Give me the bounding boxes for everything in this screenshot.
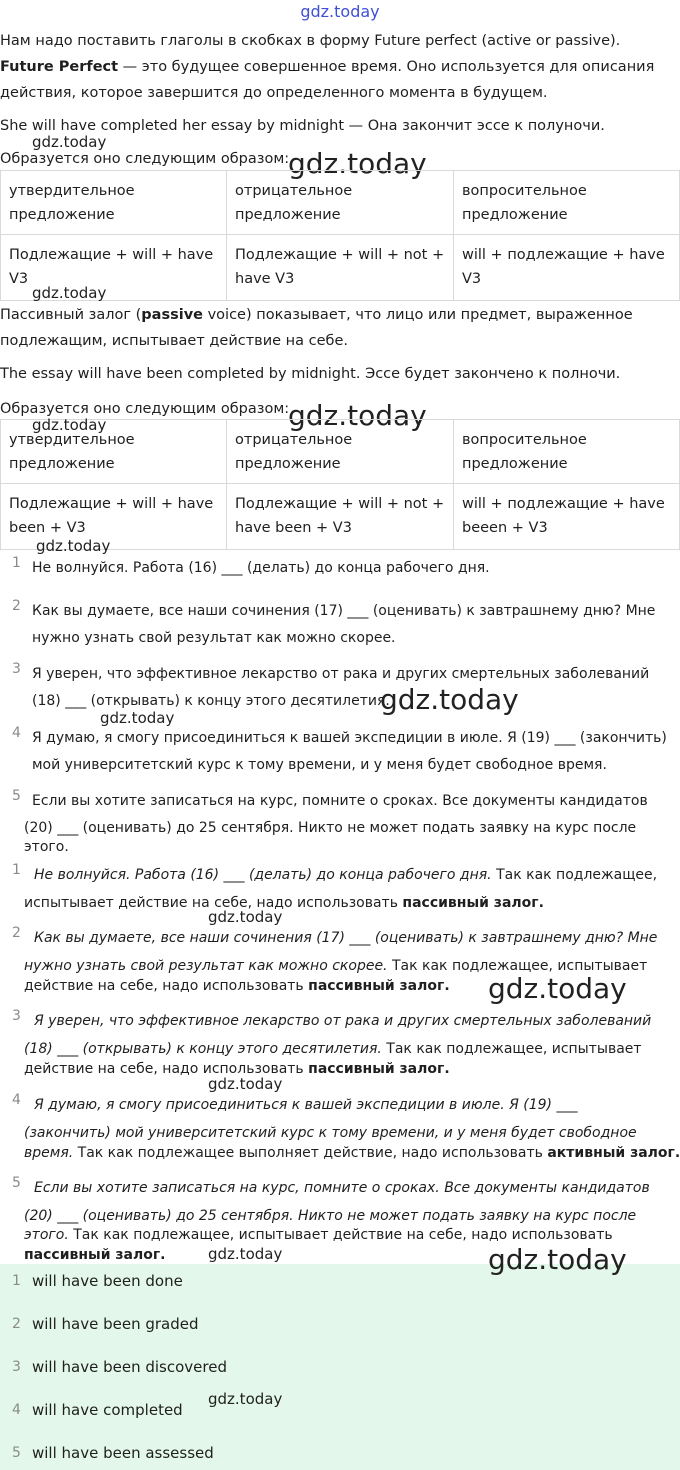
explanation-text — [34, 1092, 577, 1118]
explanation-number: 2 — [12, 925, 21, 941]
passive-text: voice) показывает, что лицо или предмет, выраженное — [202, 307, 633, 323]
explanation-number: 4 — [12, 1092, 21, 1108]
explanation-text — [34, 1175, 650, 1201]
task-quote: Я уверен, что эффективное лекарство от рака и других смертельных заболеваний — [34, 1013, 652, 1029]
voice-label: пассивный залог. — [402, 895, 544, 911]
answer-text: will have completed — [32, 1401, 183, 1419]
task-quote: (18) ___ (открывать) к концу этого десятилетия. — [24, 1041, 382, 1057]
answer-text: will have been done — [32, 1272, 183, 1290]
task-quote: этого. — [24, 1227, 69, 1243]
fp-def-text: — это будущее совершенное время. Оно используется для описания — [118, 59, 655, 75]
answer-text: will have been discovered — [32, 1358, 227, 1376]
watermark: gdz.today — [208, 1245, 283, 1263]
answer-number: 3 — [12, 1359, 21, 1375]
explanation-note: испытывает действие на себе, надо использовать — [24, 895, 403, 911]
formula-table-passive — [0, 419, 680, 550]
explanation-text — [24, 1140, 680, 1166]
table-cell: Подлежащие + will + have been + V3 — [1, 484, 227, 550]
explanation-number: 1 — [12, 862, 21, 878]
passive-text: Пассивный залог ( — [0, 307, 142, 323]
formed-label-2: Образуется оно следующим образом: — [0, 401, 290, 417]
formed-label-1: Образуется оно следующим образом: — [0, 151, 290, 167]
task-quote: (закончить) мой университетский курс к тому времени, и у меня будет свободное — [24, 1125, 637, 1141]
task-number: 5 — [12, 788, 21, 804]
intro-line: Нам надо поставить глаголы в скобках в форму Future perfect (active or passive). — [0, 33, 621, 49]
task-text: (20) ___ (оценивать) до 25 сентября. Никто не может подать заявку на курс после — [24, 820, 637, 836]
watermark: gdz.today — [100, 709, 175, 727]
task-number: 2 — [12, 598, 21, 614]
task-quote: (20) ___ (оценивать) до 25 сентября. Никто не может подать заявку на курс после — [24, 1208, 637, 1224]
task-text: Я уверен, что эффективное лекарство от рака и других смертельных заболеваний — [32, 666, 650, 682]
top-watermark: gdz.today — [300, 2, 380, 21]
formula-table-active — [0, 170, 680, 301]
task-quote: Не волнуйся. Работа (16) ___ (делать) до конца рабочего дня. — [34, 867, 492, 883]
table-row — [1, 171, 680, 235]
task-number: 1 — [12, 555, 21, 571]
answer-text: will have been assessed — [32, 1444, 214, 1462]
watermark: gdz.today — [32, 284, 107, 302]
explanation-number: 3 — [12, 1008, 21, 1024]
task-text: мой университетский курс к тому времени, и у меня будет свободное время. — [32, 757, 607, 773]
example-active: She will have completed her essay by midnight — Она закончит эссе к полуночи. — [0, 118, 605, 134]
passive-definition-cont: подлежащим, испытывает действие на себе. — [0, 333, 349, 349]
watermark: gdz.today — [32, 416, 107, 434]
voice-label: пассивный залог. — [24, 1247, 166, 1263]
fp-definition-cont: действия, которое завершится до определенного момента в будущем. — [0, 85, 548, 101]
explanation-note: Так как подлежащее, испытывает — [381, 1041, 642, 1057]
task-text: Если вы хотите записаться на курс, помните о сроках. Все документы кандидатов — [32, 793, 648, 809]
table-cell: утвердительное предложение — [1, 171, 227, 235]
explanation-number: 5 — [12, 1175, 21, 1191]
task-quote: Я думаю, я смогу присоединиться к вашей экспедиции в июле. Я (19) ___ — [34, 1097, 578, 1113]
table-cell: will + подлежащие + have V3 — [454, 235, 680, 301]
watermark: gdz.today — [288, 399, 427, 432]
table-cell: вопросительное предложение — [454, 171, 680, 235]
answer-number: 4 — [12, 1402, 21, 1418]
watermark: gdz.today — [488, 1243, 627, 1276]
table-cell: Подлежащие + will + have V3 — [1, 235, 227, 301]
table-cell: Подлежащие + will + not + have been + V3 — [227, 484, 454, 550]
task-quote: нужно узнать свой результат как можно скорее. — [24, 958, 388, 974]
explanation-text — [24, 890, 544, 916]
passive-definition — [0, 302, 680, 328]
watermark: gdz.today — [208, 1075, 283, 1093]
explanation-note: действие на себе, надо использовать — [24, 1061, 309, 1077]
watermark: gdz.today — [208, 1390, 283, 1408]
voice-label: активный залог. — [547, 1145, 680, 1161]
explanation-text — [34, 1008, 651, 1034]
example-passive: The essay will have been completed by midnight. Эссе будет закончено к полночи. — [0, 366, 621, 382]
explanation-text — [34, 925, 657, 951]
answer-text: will have been graded — [32, 1315, 199, 1333]
watermark: gdz.today — [288, 147, 427, 180]
task-quote: Как вы думаете, все наши сочинения (17) ___ (оценивать) к завтрашнему дню? Мне — [34, 930, 658, 946]
task-text: нужно узнать свой результат как можно скорее. — [32, 630, 396, 646]
table-cell: отрицательное предложение — [227, 420, 454, 484]
table-cell: Подлежащие + will + not + have V3 — [227, 235, 454, 301]
passive-term: passive — [141, 307, 203, 323]
watermark: gdz.today — [208, 908, 283, 926]
explanation-note: Так как подлежащее, испытывает действие на себе, надо использовать — [68, 1227, 613, 1243]
task-quote: время. — [24, 1145, 74, 1161]
voice-label: пассивный залог. — [308, 978, 450, 994]
task-text: Я думаю, я смогу присоединиться к вашей экспедиции в июле. Я (19) ___ (закончить) — [32, 730, 667, 746]
task-number: 3 — [12, 661, 21, 677]
explanation-note: Так как подлежащее выполняет действие, надо использовать — [73, 1145, 548, 1161]
watermark: gdz.today — [32, 133, 107, 151]
voice-label: пассивный залог. — [308, 1061, 450, 1077]
task-text: Как вы думаете, все наши сочинения (17) ___ (оценивать) к завтрашнему дню? Мне — [32, 603, 656, 619]
task-text: этого. — [24, 839, 69, 855]
answer-number: 5 — [12, 1445, 21, 1461]
fp-term: Future Perfect — [0, 59, 119, 75]
table-cell: отрицательное предложение — [227, 171, 454, 235]
watermark: gdz.today — [488, 972, 627, 1005]
explanation-text — [34, 862, 657, 888]
answer-number: 1 — [12, 1273, 21, 1289]
table-cell: вопросительное предложение — [454, 420, 680, 484]
fp-definition — [0, 54, 680, 80]
task-text: Не волнуйся. Работа (16) ___ (делать) до конца рабочего дня. — [32, 560, 490, 576]
answer-number: 2 — [12, 1316, 21, 1332]
explanation-note: Так как подлежащее, испытывает — [387, 958, 648, 974]
task-text: (18) ___ (открывать) к концу этого десятилетия. — [32, 693, 390, 709]
task-number: 4 — [12, 725, 21, 741]
table-cell: утвердительное предложение — [1, 420, 227, 484]
explanation-text — [24, 973, 450, 999]
watermark: gdz.today — [380, 683, 519, 716]
explanation-note: Так как подлежащее, — [491, 867, 658, 883]
explanation-note: действие на себе, надо использовать — [24, 978, 309, 994]
table-cell: will + подлежащие + have beeen + V3 — [454, 484, 680, 550]
watermark: gdz.today — [36, 537, 111, 555]
task-quote: Если вы хотите записаться на курс, помните о сроках. Все документы кандидатов — [34, 1180, 650, 1196]
